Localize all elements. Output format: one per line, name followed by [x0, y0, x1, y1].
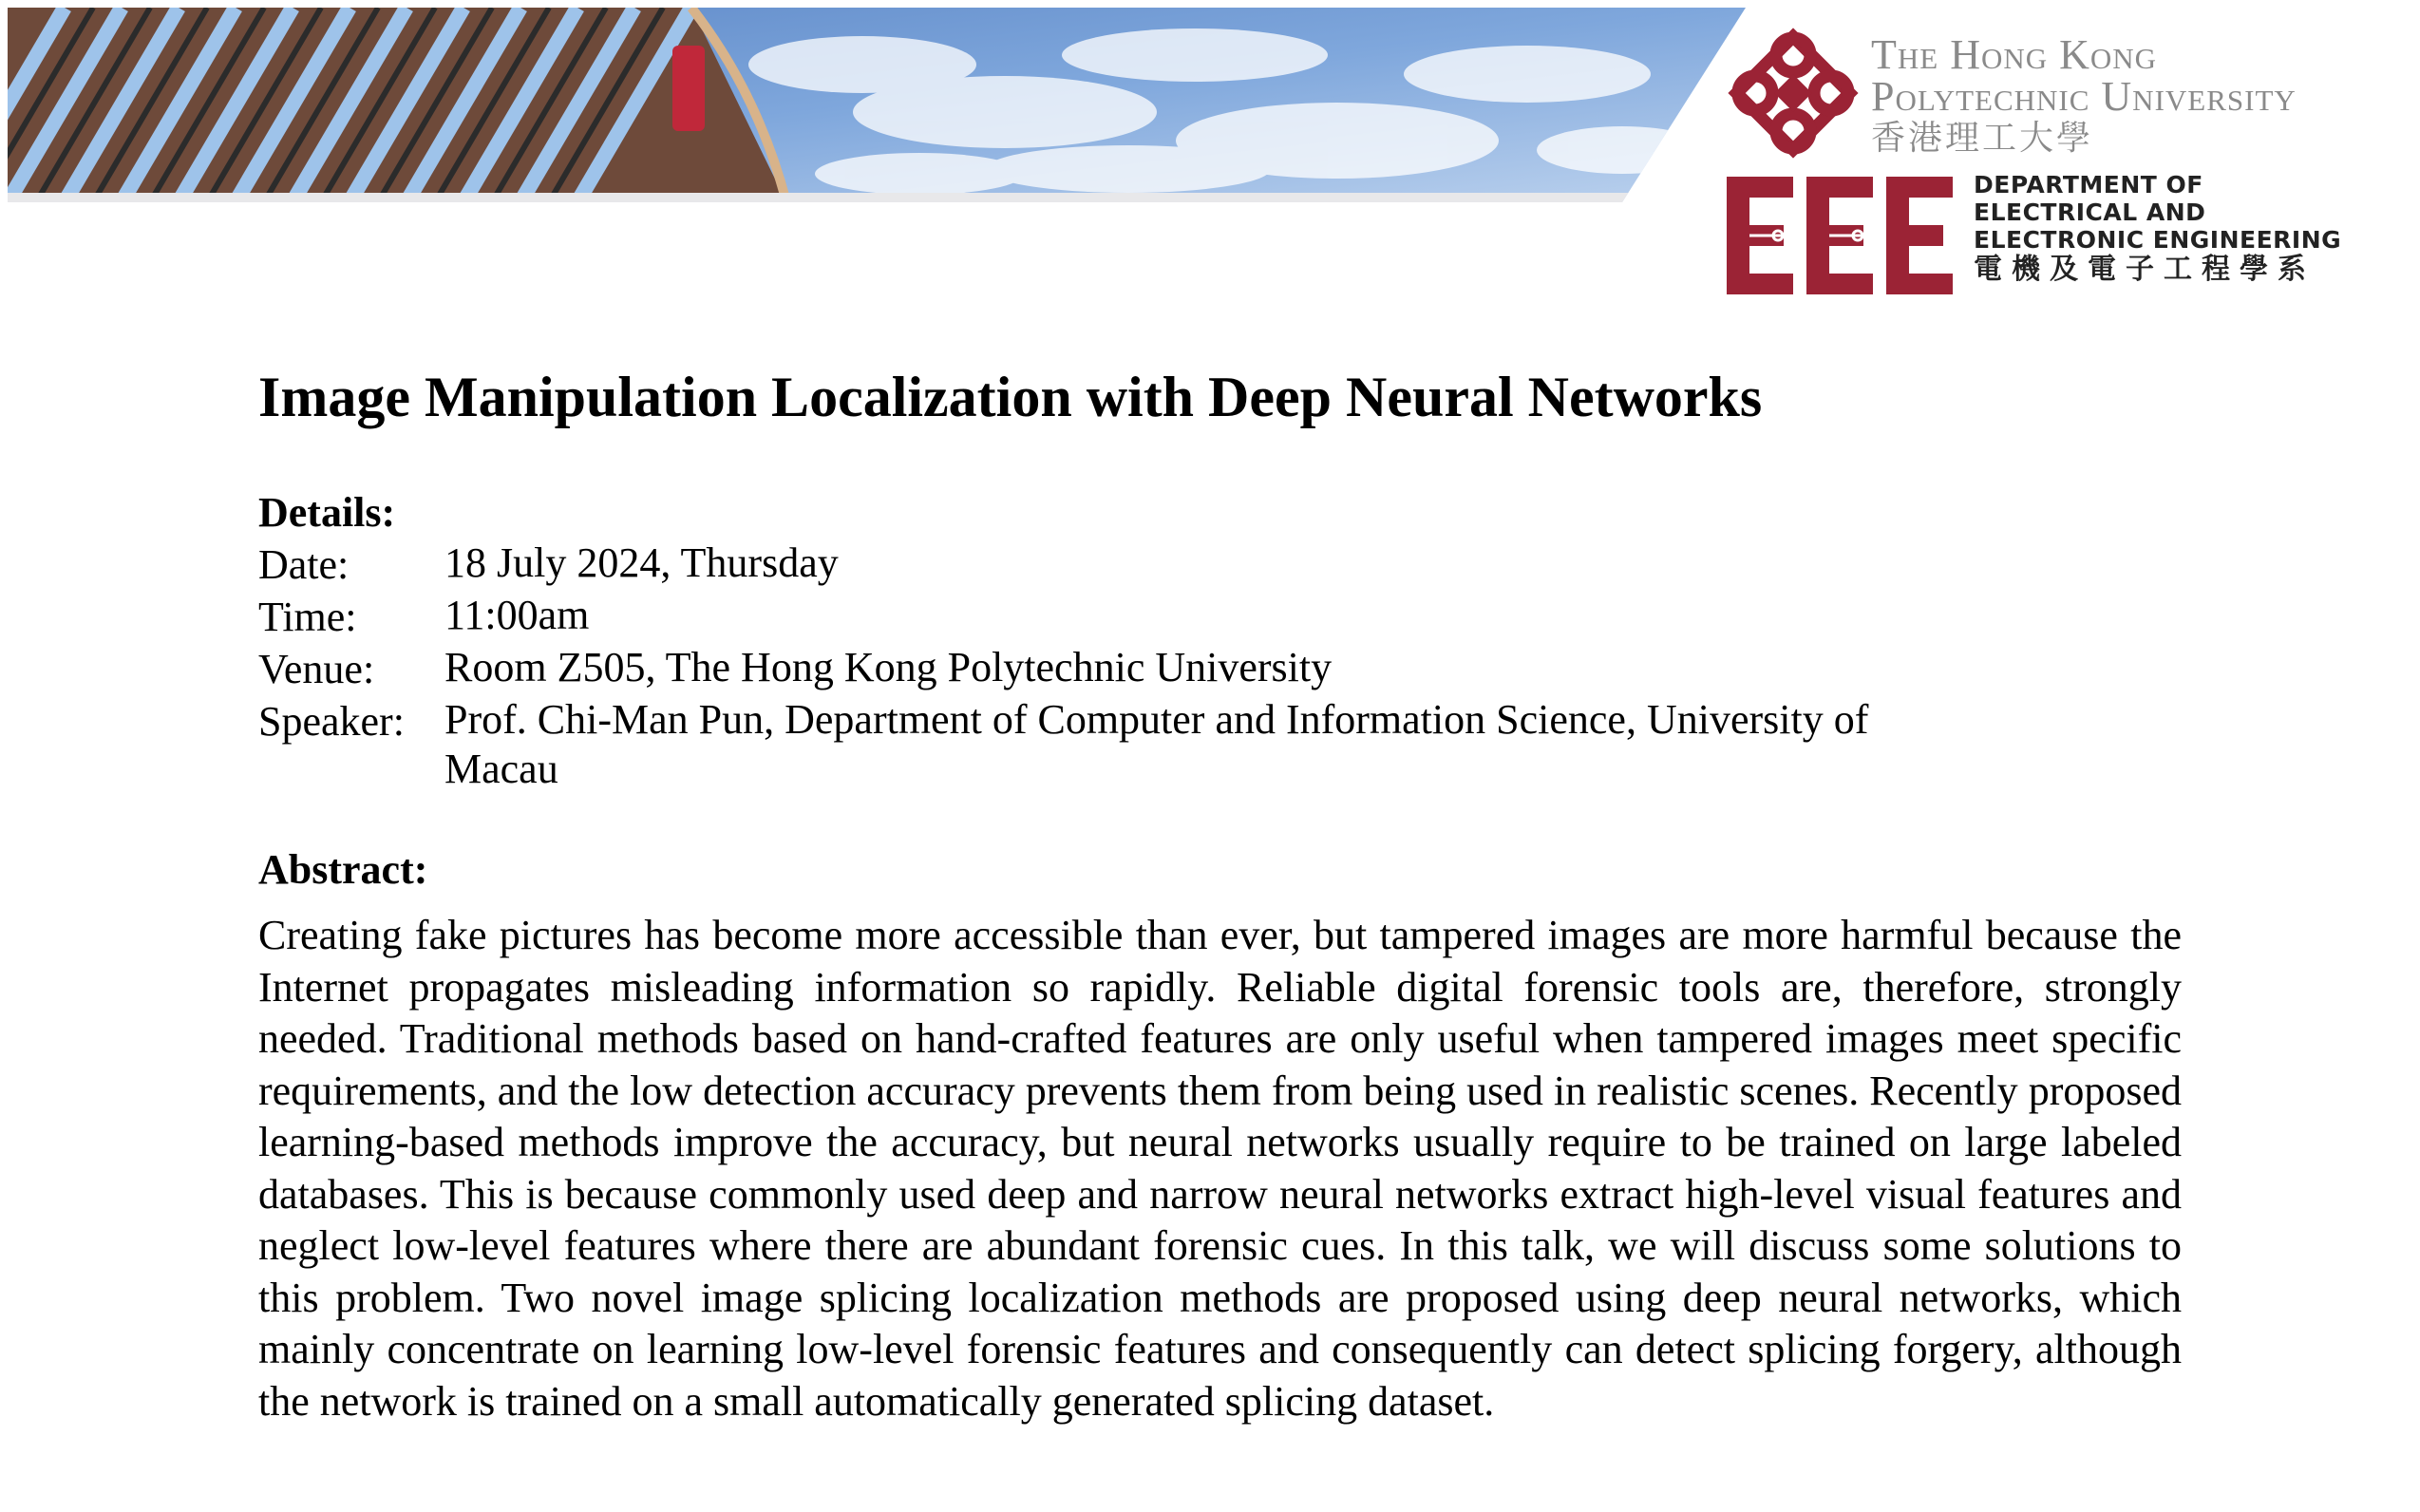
- detail-row-time: [258, 591, 1945, 643]
- university-logo-block: [1727, 27, 2411, 312]
- department-line2: ELECTRICAL AND: [1974, 198, 2206, 226]
- time-label: Time:: [258, 594, 357, 640]
- date-label: Date:: [258, 541, 350, 588]
- detail-row-speaker: [258, 695, 1945, 794]
- university-name: [1871, 31, 2297, 158]
- venue-value: Room Z505, The Hong Kong Polytechnic University: [444, 644, 1333, 690]
- details-heading: Details:: [258, 489, 396, 536]
- university-name-line2: Polytechnic University: [1871, 73, 2297, 120]
- date-value: 18 July 2024, Thursday: [444, 539, 839, 586]
- speaker-value: Prof. Chi-Man Pun, Department of Computer and Information Science, University of Macau: [444, 696, 1869, 792]
- venue-label: Venue:: [258, 646, 375, 692]
- university-name-chinese: 香港理工大學: [1871, 119, 2094, 158]
- abstract-heading: Abstract:: [258, 846, 428, 893]
- department-line1: DEPARTMENT OF: [1974, 171, 2203, 198]
- details-section: [258, 486, 1945, 794]
- department-line3: ELECTRONIC ENGINEERING: [1974, 226, 2342, 254]
- university-name-line1: The Hong Kong: [1871, 31, 2158, 78]
- abstract-text: Creating fake pictures has become more accessible than ever, but tampered images are more harmful because the Internet propagates misleading information so rapidly. Reliable digital forensic tools are, therefore, strongly needed. Traditional methods based on hand-crafted features are only useful when tampered images meet specific requirements, and the low detection accuracy prevents them from being used in realistic scenes. Recently proposed learning-based methods improve the accuracy, but neural networks usually require to be trained on large labeled databases. This is because commonly used deep and narrow neural networks extract high-level visual features and neglect low-level features where there are abundant forensic cues. In this talk, we will discuss some solutions to this problem. Two novel image splicing localization methods are proposed using deep neural networks, which mainly concentrate on learning low-level forensic features and consequently can detect splicing forgery, although the network is trained on a small automatically generated splicing dataset.: [258, 912, 2182, 1425]
- detail-row-venue: [258, 643, 1945, 695]
- time-value: 11:00am: [444, 592, 590, 638]
- speaker-label: Speaker:: [258, 698, 405, 745]
- department-name-chinese: 電機及電子工程學系: [1974, 253, 2316, 286]
- detail-row-date: [258, 539, 1945, 591]
- eee-logo-icon: [1727, 177, 1955, 294]
- header-banner-image: [8, 8, 1746, 202]
- polyu-logo-icon: [1727, 27, 1860, 160]
- department-name: [1974, 171, 2342, 286]
- page-title: Image Manipulation Localization with Deep Neural Networks: [258, 366, 1763, 428]
